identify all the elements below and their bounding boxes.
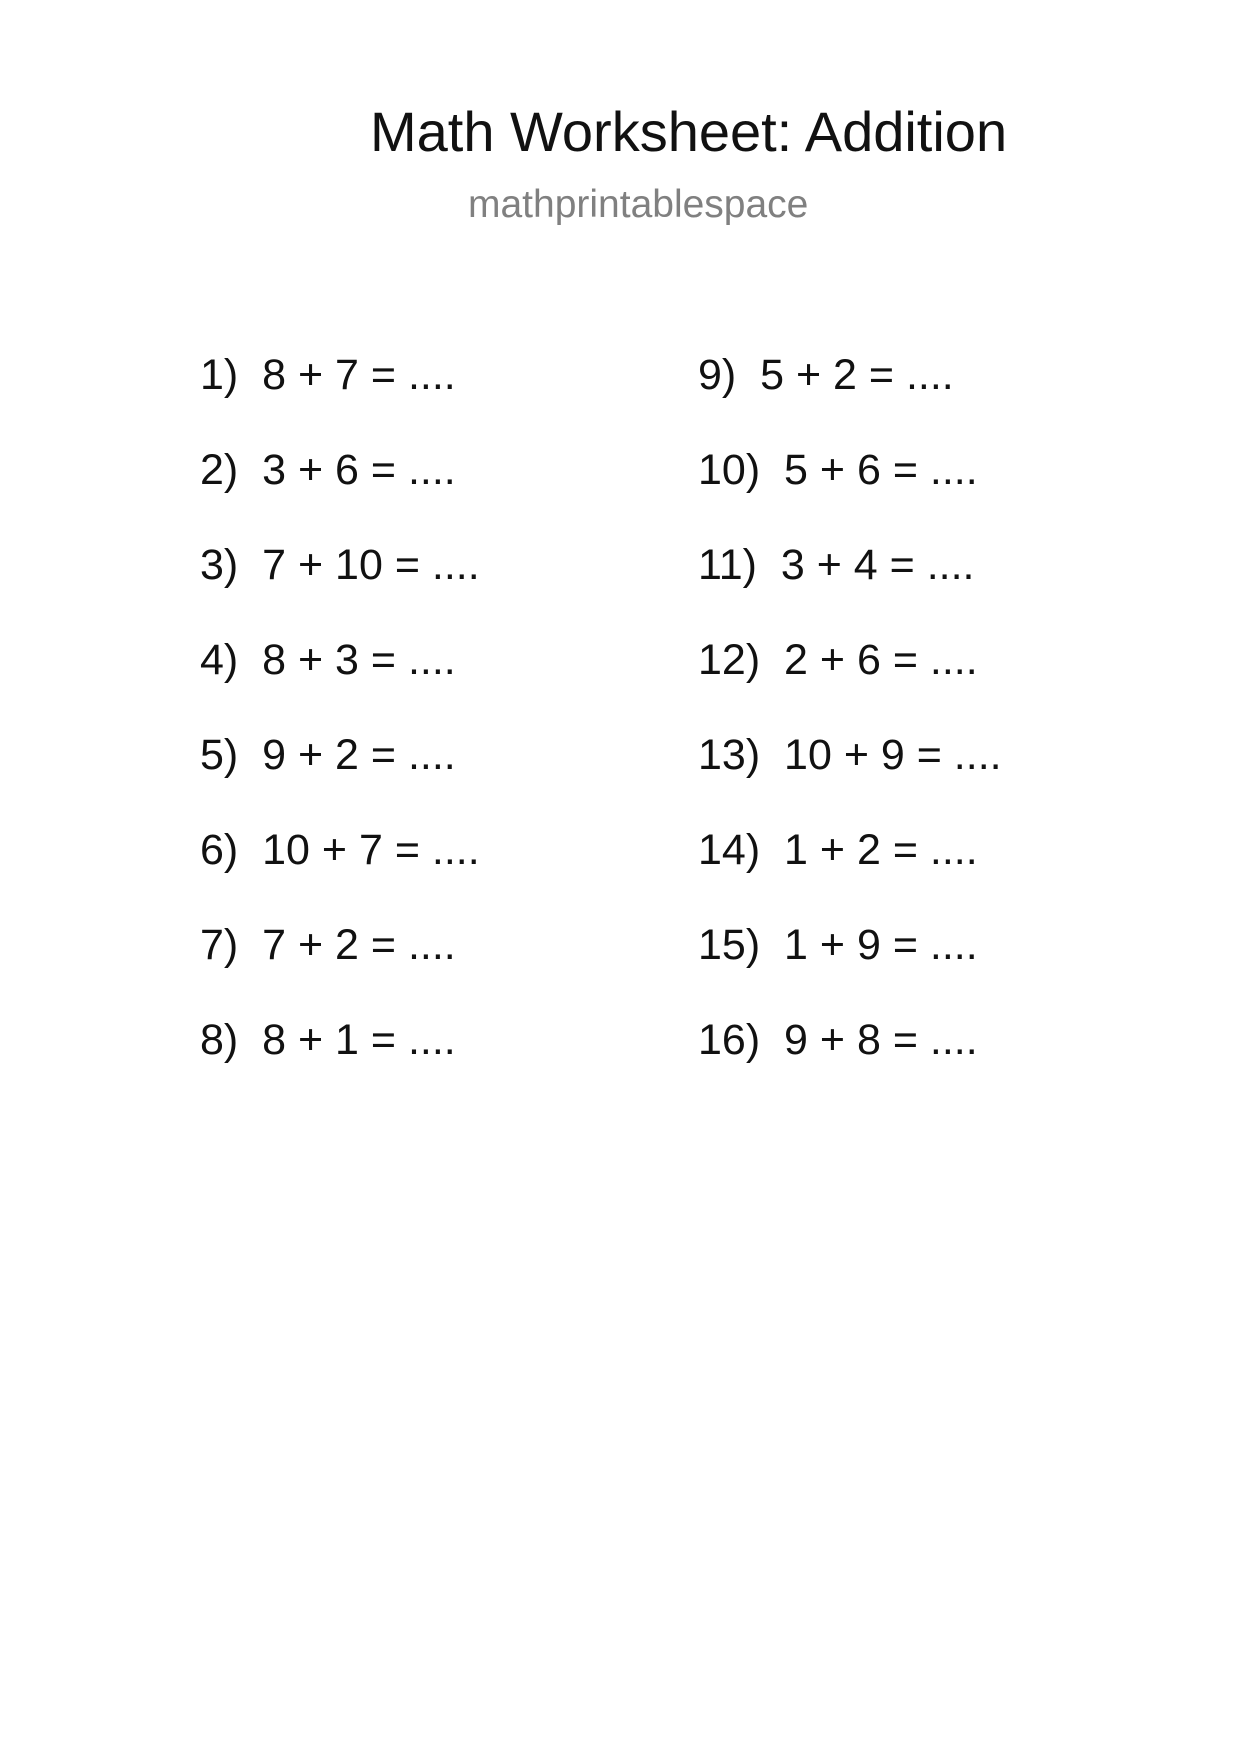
- problem-item: 14) 1 + 2 = ....: [698, 826, 978, 874]
- site-name: mathprintablespace: [468, 183, 809, 226]
- page-title: Math Worksheet: Addition: [370, 100, 1008, 163]
- problem-item: 10) 5 + 6 = ....: [698, 446, 978, 494]
- problem-item: 1) 8 + 7 = ....: [200, 351, 456, 399]
- problem-item: 7) 7 + 2 = ....: [200, 921, 456, 969]
- problem-item: 16) 9 + 8 = ....: [698, 1016, 978, 1064]
- problem-item: 5) 9 + 2 = ....: [200, 731, 456, 779]
- problem-item: 8) 8 + 1 = ....: [200, 1016, 456, 1064]
- problem-item: 13) 10 + 9 = ....: [698, 731, 1002, 779]
- problems-column-left: [200, 350, 480, 1110]
- problem-item: 11) 3 + 4 = ....: [698, 541, 975, 589]
- problem-item: 6) 10 + 7 = ....: [200, 826, 480, 874]
- problem-item: 2) 3 + 6 = ....: [200, 446, 456, 494]
- problem-item: 15) 1 + 9 = ....: [698, 921, 978, 969]
- problem-item: 4) 8 + 3 = ....: [200, 636, 456, 684]
- problem-item: 3) 7 + 10 = ....: [200, 541, 480, 589]
- problems-column-right: [698, 350, 1002, 1110]
- problem-item: 9) 5 + 2 = ....: [698, 351, 954, 399]
- problem-item: 12) 2 + 6 = ....: [698, 636, 978, 684]
